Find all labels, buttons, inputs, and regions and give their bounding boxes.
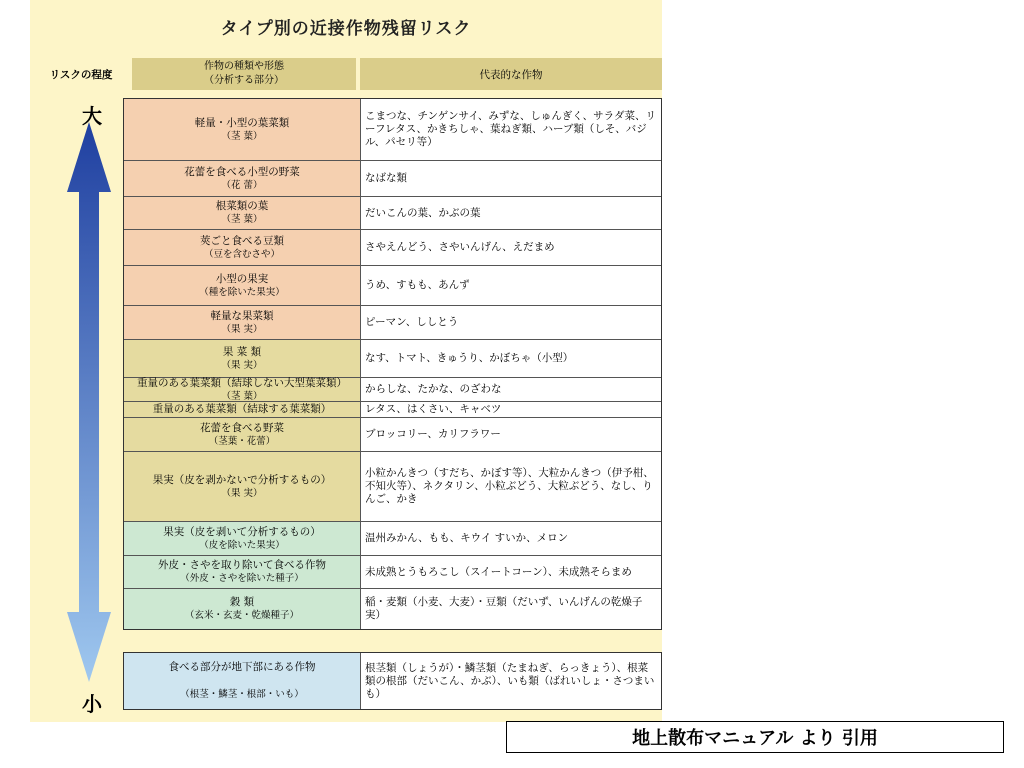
table-row xyxy=(124,556,661,589)
crop-type-cell xyxy=(124,99,361,160)
representative-crops-cell: だいこんの葉、かぶの葉 xyxy=(361,197,661,229)
analyzed-part-label: （茎 葉） xyxy=(221,390,263,402)
table-row xyxy=(124,653,661,709)
representative-crops-cell: こまつな、チンゲンサイ、みずな、しゅんぎく、サラダ菜、リーフレタス、かきちしゃ、葉ねぎ類、ハーブ類（しそ、バジル、パセリ等） xyxy=(361,99,661,160)
table-row xyxy=(124,306,661,340)
representative-crops-cell: 未成熟とうもろこし（スイートコーン）、未成熟そらまめ xyxy=(361,556,661,588)
crop-type-cell xyxy=(124,402,361,417)
crop-type-cell xyxy=(124,340,361,377)
crop-type-label: 穀 類 xyxy=(229,596,255,608)
table-row xyxy=(124,589,661,629)
representative-crops-cell: なす、トマト、きゅうり、かぼちゃ（小型） xyxy=(361,340,661,377)
crop-type-label: 根菜類の葉 xyxy=(215,200,269,212)
table-row xyxy=(124,161,661,197)
representative-crops-cell: レタス、はくさい、キャベツ xyxy=(361,402,661,417)
analyzed-part-label: （茎葉・花蕾） xyxy=(208,435,276,447)
representative-crops-cell: 小粒かんきつ（すだち、かぼす等）、大粒かんきつ（伊予柑、不知火等）、ネクタリン、小粒ぶどう、大粒ぶどう、なし、りんご、かき xyxy=(361,452,661,521)
representative-crops-cell: うめ、すもも、あんず xyxy=(361,266,661,305)
table-row xyxy=(124,340,661,378)
representative-crops-cell: ピーマン、ししとう xyxy=(361,306,661,339)
crop-risk-table xyxy=(123,98,662,630)
crop-type-label: 重量のある葉菜類（結球する葉菜類） xyxy=(152,403,332,415)
crop-type-label: 果実（皮を剥かないで分析するもの） xyxy=(152,473,332,486)
risk-high-label: 大 xyxy=(82,104,102,128)
analyzed-part-label: （玄米・玄麦・乾燥種子） xyxy=(184,610,299,621)
crop-type-cell xyxy=(124,589,361,629)
crop-type-cell xyxy=(124,197,361,229)
risk-scale-arrow-icon xyxy=(64,122,114,682)
representative-crops-cell: なばな類 xyxy=(361,161,661,196)
analyzed-part-label: （茎 葉） xyxy=(221,130,263,142)
analyzed-part-label: （果 実） xyxy=(221,487,263,499)
crop-type-cell xyxy=(124,306,361,339)
underground-crop-table xyxy=(123,652,662,710)
table-row xyxy=(124,402,661,418)
crop-type-label: 花蕾を食べる小型の野菜 xyxy=(184,165,300,178)
table-row xyxy=(124,230,661,266)
analyzed-part-label: （根茎・鱗茎・根部・いも） xyxy=(180,689,304,700)
crop-type-label: 軽量・小型の葉菜類 xyxy=(194,116,290,129)
representative-crops-cell: からしな、たかな、のざわな xyxy=(361,378,661,401)
source-caption: 地上散布マニュアル より 引用 xyxy=(506,721,1004,753)
crop-type-label: 莢ごと食べる豆類 xyxy=(200,234,284,247)
crop-type-cell xyxy=(124,522,361,555)
crop-type-cell xyxy=(124,653,361,709)
page-title: タイプ別の近接作物残留リスク xyxy=(220,19,472,39)
analyzed-part-label: （種を除いた果実） xyxy=(199,286,285,298)
header-risk-level: リスクの程度 xyxy=(30,58,132,90)
table-row xyxy=(124,452,661,522)
crop-type-cell xyxy=(124,161,361,196)
analyzed-part-label: （外皮・さやを除いた種子） xyxy=(180,573,304,584)
table-header xyxy=(30,58,662,90)
header-crop-type xyxy=(132,58,356,90)
analyzed-part-label: （茎 葉） xyxy=(221,214,263,225)
analyzed-part-label: （果 実） xyxy=(221,359,263,371)
crop-type-label: 軽量な果菜類 xyxy=(210,309,274,322)
crop-type-cell xyxy=(124,452,361,521)
crop-type-label: 果実（皮を剥いて分析するもの） xyxy=(163,525,321,538)
representative-crops-cell: さやえんどう、さやいんげん、えだまめ xyxy=(361,230,661,265)
table-row xyxy=(124,99,661,161)
crop-type-cell xyxy=(124,378,361,401)
header-representative-crops: 代表的な作物 xyxy=(360,58,662,90)
analyzed-part-label: （花 蕾） xyxy=(221,179,263,191)
header-crop-type-line2: （分析する部分） xyxy=(204,75,284,86)
analyzed-part-label: （果 実） xyxy=(221,323,263,335)
crop-type-cell xyxy=(124,230,361,265)
table-row xyxy=(124,418,661,452)
crop-type-label: 重量のある葉菜類（結球しない大型葉菜類） xyxy=(137,376,347,389)
table-row xyxy=(124,266,661,306)
crop-type-cell xyxy=(124,418,361,451)
table-row xyxy=(124,197,661,230)
analyzed-part-label: （皮を除いた果実） xyxy=(199,539,285,551)
crop-type-cell xyxy=(124,556,361,588)
representative-crops-cell: 稲・麦類（小麦、大麦）・豆類（だいず、いんげんの乾燥子実） xyxy=(361,589,661,629)
crop-type-label: 小型の果実 xyxy=(215,272,269,285)
analyzed-part-label: （豆を含むさや） xyxy=(203,248,280,260)
crop-type-cell xyxy=(124,266,361,305)
crop-type-label: 果 菜 類 xyxy=(222,345,262,358)
header-crop-type-line1: 作物の種類や形態 xyxy=(204,61,284,72)
crop-type-label: 食べる部分が地下部にある作物 xyxy=(168,661,316,673)
representative-crops-cell: ブロッコリー、カリフラワー xyxy=(361,418,661,451)
crop-type-label: 花蕾を食べる野菜 xyxy=(200,421,284,434)
representative-crops-cell: 温州みかん、もも、キウイ すいか、メロン xyxy=(361,522,661,555)
table-row xyxy=(124,378,661,402)
representative-crops-cell: 根茎類（しょうが）・鱗茎類（たまねぎ、らっきょう）、根菜類の根部（だいこん、かぶ）、いも類（ばれいしょ・さつまいも） xyxy=(361,653,661,709)
crop-type-label: 外皮・さやを取り除いて食べる作物 xyxy=(158,559,326,571)
table-row xyxy=(124,522,661,556)
risk-low-label: 小 xyxy=(82,692,102,716)
